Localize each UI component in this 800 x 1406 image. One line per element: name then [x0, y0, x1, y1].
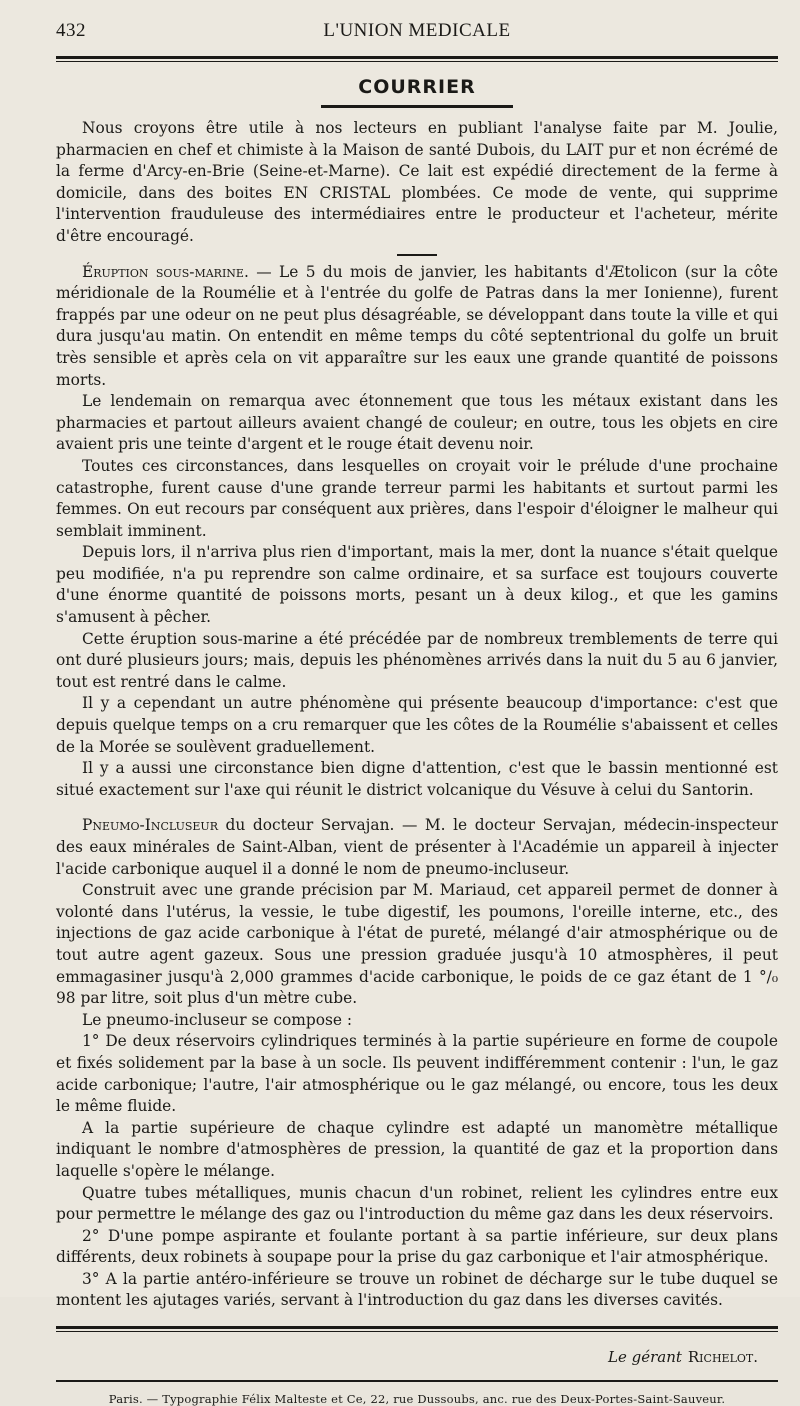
printer-imprint: Paris. — Typographie Félix Malteste et Ce, 22, rue Dussoubs, anc. rue des Deux-Portes-Saint-Sauveur.: [108, 1392, 726, 1406]
footer-rule-thin: [56, 1331, 778, 1332]
paragraph-earthquakes: Cette éruption sous-marine a été précédée par de nombreux tremblements de terre qui ont duré plusieurs jours; mais, depuis les phénomènes arrivés dans la nuit du 5 au 6 janvier, tout est rentré dans le calme.: [56, 629, 778, 691]
pneumo-intro-text: du docteur Servajan. — M. le docteur Servajan, médecin-inspecteur des eaux minérales de Saint-Alban, vient de présenter à l'Académie un appareil à injecter l'acide carbonique auquel il a donné le nom de pneumo-incluseur.: [56, 816, 778, 878]
paragraph-terror: Toutes ces circonstances, dans lesquelles on croyait voir le prélude d'une prochaine catastrophe, furent cause d'une grande terreur parmi les habitants et surtout parmi les femmes. On eut recours par conséquent aux prières, dans l'espoir d'éloigner le malheur qui semblait imminent.: [56, 456, 778, 540]
eruption-heading: Éruption sous-marine.: [82, 262, 249, 281]
signature-role: Le gérant: [608, 1348, 682, 1367]
header-rule: [56, 56, 778, 59]
pneumo-heading: Pneumo-Inclusеur: [82, 816, 218, 835]
section-divider: [397, 254, 437, 256]
paragraph-coasts: Il y a cependant un autre phénomène qui présente beaucoup d'importance: c'est que depuis quelque temps on a cru remarquer que les côtes de la Roumélie s'abaissent et celles de la Morée se soulèvent graduellement.: [56, 694, 778, 756]
paragraph-composition: Le pneumo-incluseur se compose :: [82, 1010, 353, 1029]
signature-name: Richelot.: [687, 1348, 758, 1367]
journal-title: L'UNION MEDICALE: [323, 20, 511, 41]
imprint-rule: [56, 1380, 778, 1382]
paragraph-milk-analysis: Nous croyons être utile à nos lecteurs en publiant l'analyse faite par M. Joulie, pharmacien en chef et chimiste à la Maison de santé Dubois, du LAIT pur et non écrémé de la ferme d'Arcy-en-Brie (Seine-et-Marne). Ce lait est expédié directement de la ferme à domicile, dans des boites EN CRISTAL plombées. Ce mode de vente, qui supprime l'intervention frauduleuse des intermédiaires entre le producteur et l'acheteur, mérite d'être encouragé.: [56, 119, 778, 245]
paragraph-manometer: A la partie supérieure de chaque cylindre est adapté un manomètre métallique indiquant le nombre d'atmosphères de pression, la quantité de gaz et la proportion dans laquelle s'opère le mélange.: [56, 1118, 778, 1180]
paragraph-eruption-intro: [56, 262, 778, 392]
footer-rule: [56, 1326, 778, 1329]
paragraph-discharge: 3° A la partie antéro-inférieure se trouve un robinet de décharge sur le tube duquel se montent les ajutages variés, servant à l'introduction du gaz dans les diverses cavités.: [56, 1269, 778, 1310]
page-number: 432: [56, 20, 86, 41]
paragraph-tubes: Quatre tubes métalliques, munis chacun d'un robinet, relient les cylindres entre eux pour permettre le mélange des gaz ou l'introduction du même gaz dans les deux réservoirs.: [56, 1183, 778, 1224]
paragraph-metals-changed: Le lendemain on remarqua avec étonnement que tous les métaux existant dans les pharmacies et partout ailleurs avaient changé de couleur; en outre, tous les objets en cire avaient pris une teinte d'argent et le rouge était devenu noir.: [56, 392, 778, 454]
paragraph-sea-state: Depuis lors, il n'arriva plus rien d'important, mais la mer, dont la nuance s'était quelque peu modifiée, n'a pu reprendre son calme ordinaire, et sa surface est toujours couverte d'une énorme quantité de poissons morts, pesant un à deux kilog., et que les gamins s'amusent à pêcher.: [56, 543, 778, 627]
article-body: [56, 118, 778, 1312]
paragraph-reservoirs: 1° De deux réservoirs cylindriques terminés à la partie supérieure en forme de coupole et fixés solidement par la base à un socle. Ils peuvent indifféremment contenir : l'un, le gaz acide carbonique; l'autre, l'air atmosphérique ou le gaz mélangé, ou encore, tous les deux le même fluide.: [56, 1032, 778, 1116]
section-title: COURRIER: [358, 76, 476, 98]
eruption-intro-text: — Le 5 du mois de janvier, les habitants d'Ætolicon (sur la côte méridionale de la Roumélie et à l'entrée du golfe de Patras dans la mer Ionienne), furent frappés par une odeur on ne peut plus désagréable, se développant dans toute la ville et qui dura jusqu'au matin. On entendit en même temps du côté septentrional du golfe un bruit très sensible et après cela on vit apparaître sur les eaux une grande quantité de poissons morts.: [56, 262, 778, 389]
paragraph-construction: Construit avec une grande précision par M. Mariaud, cet appareil permet de donner à volonté dans l'utérus, la vessie, le tube digestif, les poumons, l'oreille interne, etc., des injections de gaz acide carbonique à l'état de pureté, mélangé d'air atmosphérique ou de tout autre agent gazeux. Sous une pression graduée jusqu'à 10 atmosphères, il peut emmagasiner jusqu'à 2,000 grammes d'acide carbonique, le poids de ce gaz étant de 1 °/₀ 98 par litre, soit plus d'un mètre cube.: [56, 881, 778, 1008]
signature: [56, 1348, 778, 1366]
running-head: [56, 20, 778, 46]
paragraph-pump: 2° D'une pompe aspirante et foulante portant à sa partie inférieure, sur deux plans différents, deux robinets à soupape pour la prise du gaz carbonique et l'air atmosphérique.: [56, 1226, 778, 1267]
section-title-rule: [321, 105, 513, 108]
paragraph-pneumo-intro: [56, 815, 778, 880]
paragraph-volcanic-axis: Il y a aussi une circonstance bien digne d'attention, c'est que le bassin mentionné est situé exactement sur l'axe qui réunit le district volcanique du Vésuve à celui du Santorin.: [56, 759, 778, 799]
header-rule-thin: [56, 61, 778, 62]
